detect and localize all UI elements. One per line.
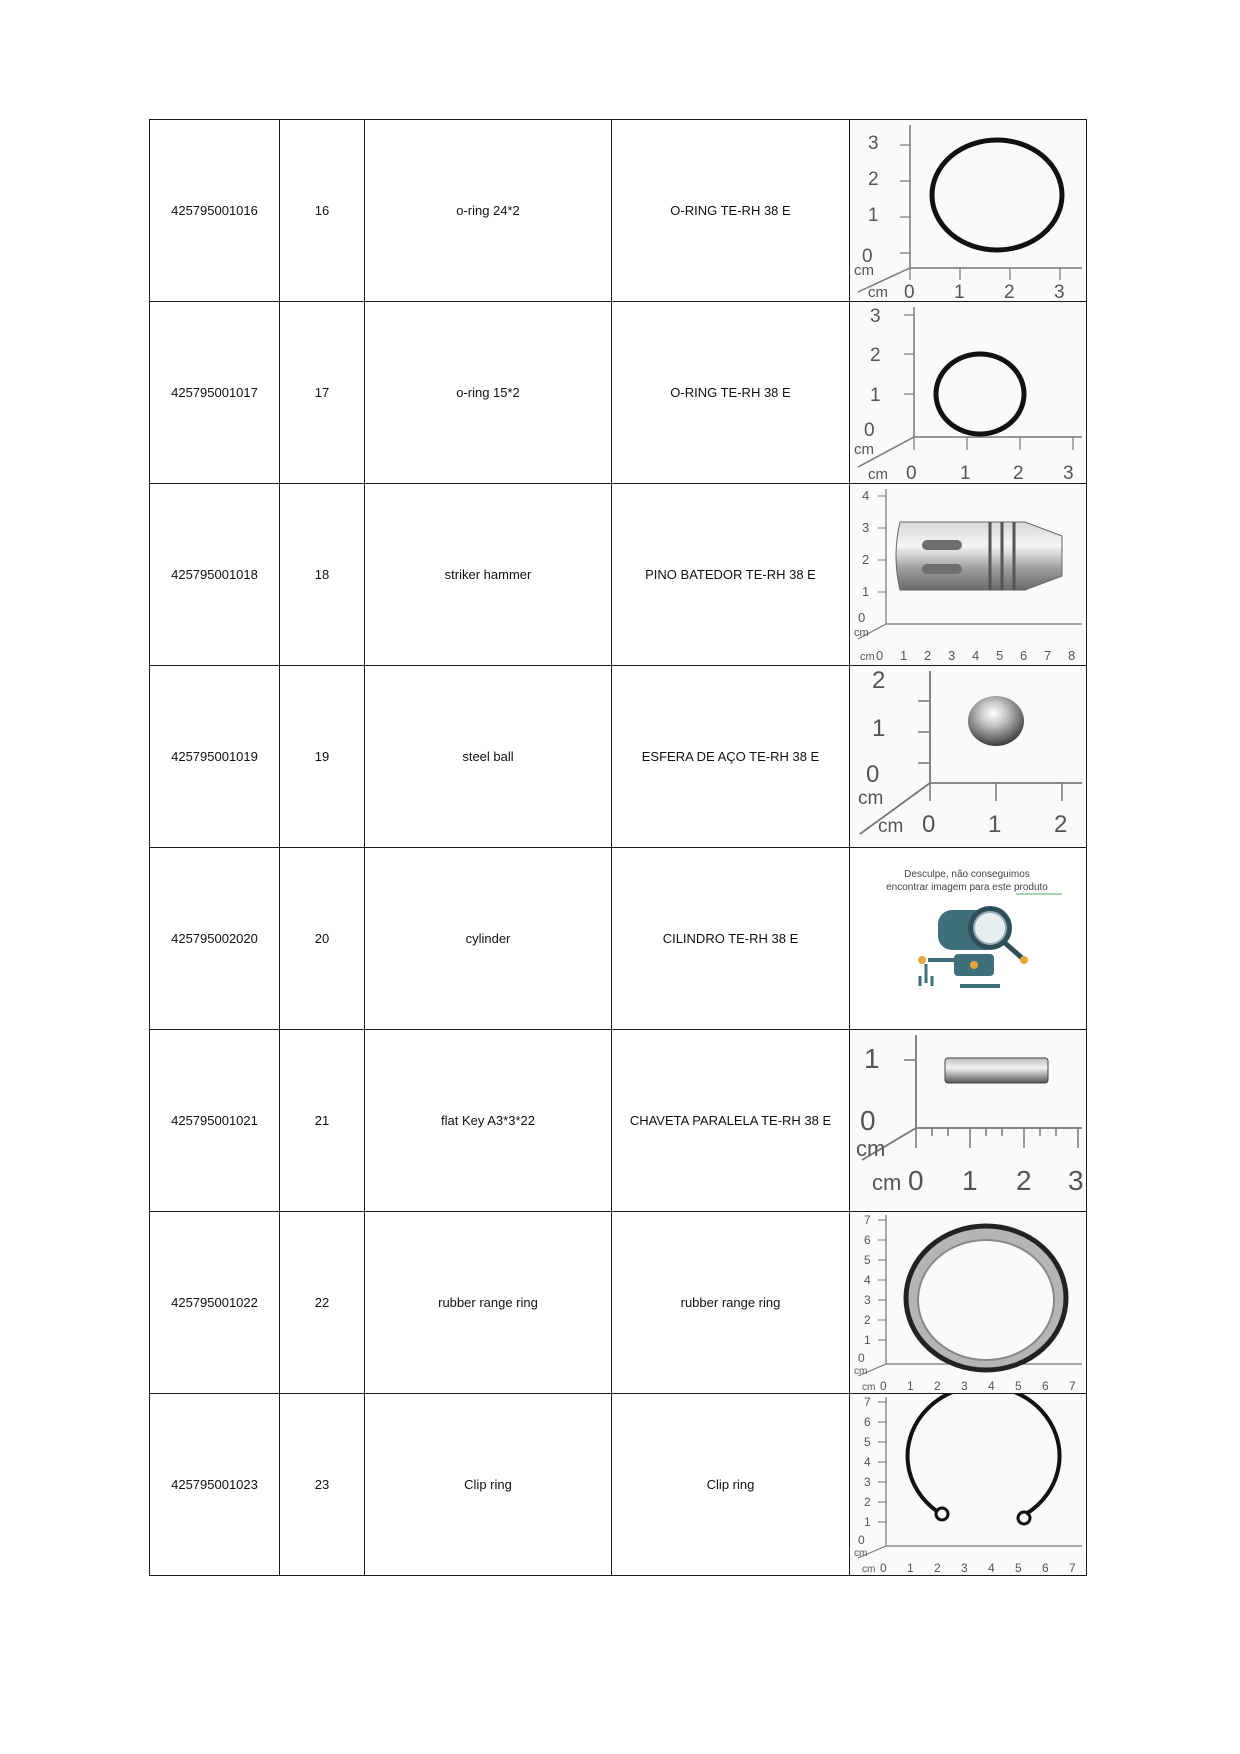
part-code: 425795001018 xyxy=(150,484,280,666)
svg-text:5: 5 xyxy=(996,648,1004,663)
position-number: 16 xyxy=(280,120,365,302)
svg-text:2: 2 xyxy=(1004,282,1015,301)
position-number: 21 xyxy=(280,1030,365,1212)
scale-unit-label: cm xyxy=(858,788,884,809)
svg-text:1: 1 xyxy=(900,648,908,663)
svg-text:5: 5 xyxy=(1015,1561,1022,1575)
description-en: flat Key A3*3*22 xyxy=(365,1030,612,1212)
svg-text:7: 7 xyxy=(864,1395,871,1409)
svg-text:4: 4 xyxy=(862,488,870,503)
no-image-placeholder xyxy=(850,848,1085,1029)
svg-text:3: 3 xyxy=(961,1379,968,1393)
svg-text:2: 2 xyxy=(872,667,886,694)
svg-text:2: 2 xyxy=(1016,1165,1032,1196)
svg-text:0: 0 xyxy=(904,282,915,301)
position-number: 18 xyxy=(280,484,365,666)
svg-text:4: 4 xyxy=(988,1561,995,1575)
svg-text:0: 0 xyxy=(858,1351,865,1365)
position-number: 17 xyxy=(280,302,365,484)
svg-text:5: 5 xyxy=(864,1253,871,1267)
svg-text:0: 0 xyxy=(858,1533,865,1547)
scale-unit-label: cm xyxy=(854,627,869,639)
table-row xyxy=(150,1394,1087,1576)
svg-text:0: 0 xyxy=(876,648,884,663)
svg-text:1: 1 xyxy=(864,1043,880,1074)
part-code: 425795001022 xyxy=(150,1212,280,1394)
part-photo-cell xyxy=(850,848,1087,1030)
description-en: Clip ring xyxy=(365,1394,612,1576)
table-row xyxy=(150,120,1087,302)
svg-text:3: 3 xyxy=(1068,1165,1084,1196)
scale-unit-label: cm xyxy=(860,651,875,663)
scale-unit-label: cm xyxy=(854,262,874,279)
scale-unit-label: cm xyxy=(872,1170,902,1195)
svg-text:1: 1 xyxy=(954,282,965,301)
description-pt: O-RING TE-RH 38 E xyxy=(612,302,850,484)
o-ring-large-photo xyxy=(850,120,1085,301)
svg-text:1: 1 xyxy=(907,1561,914,1575)
scale-unit-label: cm xyxy=(878,816,904,837)
part-code: 425795001016 xyxy=(150,120,280,302)
svg-text:3: 3 xyxy=(870,306,881,327)
svg-text:0: 0 xyxy=(908,1165,924,1196)
scale-unit-label: cm xyxy=(868,466,888,483)
svg-text:0: 0 xyxy=(860,1105,876,1136)
svg-text:7: 7 xyxy=(1069,1379,1076,1393)
svg-text:1: 1 xyxy=(960,463,971,483)
svg-text:3: 3 xyxy=(1054,282,1065,301)
svg-text:8: 8 xyxy=(1068,648,1076,663)
svg-text:3: 3 xyxy=(961,1561,968,1575)
description-pt: CILINDRO TE-RH 38 E xyxy=(612,848,850,1030)
part-photo-cell xyxy=(850,302,1087,484)
part-photo-cell xyxy=(850,1394,1087,1576)
svg-text:3: 3 xyxy=(862,520,870,535)
svg-text:7: 7 xyxy=(1069,1561,1076,1575)
svg-text:3: 3 xyxy=(864,1293,871,1307)
part-code: 425795002020 xyxy=(150,848,280,1030)
svg-text:2: 2 xyxy=(870,345,881,366)
part-code: 425795001023 xyxy=(150,1394,280,1576)
part-code: 425795001019 xyxy=(150,666,280,848)
position-number: 19 xyxy=(280,666,365,848)
svg-text:2: 2 xyxy=(1013,463,1024,483)
description-en: rubber range ring xyxy=(365,1212,612,1394)
part-photo-cell xyxy=(850,1030,1087,1212)
position-number: 20 xyxy=(280,848,365,1030)
part-photo-cell xyxy=(850,1212,1087,1394)
svg-text:1: 1 xyxy=(870,385,881,406)
svg-text:2: 2 xyxy=(864,1495,871,1509)
svg-text:2: 2 xyxy=(1054,811,1068,838)
svg-text:3: 3 xyxy=(868,133,879,154)
part-code: 425795001017 xyxy=(150,302,280,484)
description-pt: PINO BATEDOR TE-RH 38 E xyxy=(612,484,850,666)
svg-text:2: 2 xyxy=(868,169,879,190)
svg-text:0: 0 xyxy=(866,761,880,788)
scale-unit-label: cm xyxy=(856,1136,886,1161)
svg-text:0: 0 xyxy=(922,811,936,838)
svg-text:0: 0 xyxy=(880,1561,887,1575)
svg-text:1: 1 xyxy=(907,1379,914,1393)
o-ring-small-photo xyxy=(850,302,1085,483)
table-row xyxy=(150,484,1087,666)
parts-table xyxy=(149,119,1087,1576)
scale-unit-label: cm xyxy=(862,1564,876,1575)
svg-text:6: 6 xyxy=(864,1233,871,1247)
svg-text:2: 2 xyxy=(862,552,870,567)
svg-text:1: 1 xyxy=(872,715,886,742)
scale-unit-label: cm xyxy=(868,284,888,301)
scale-unit-label: cm xyxy=(854,1366,868,1377)
svg-text:4: 4 xyxy=(864,1273,871,1287)
svg-text:4: 4 xyxy=(988,1379,995,1393)
position-number: 22 xyxy=(280,1212,365,1394)
svg-text:0: 0 xyxy=(864,420,875,441)
description-pt: CHAVETA PARALELA TE-RH 38 E xyxy=(612,1030,850,1212)
description-en: cylinder xyxy=(365,848,612,1030)
svg-text:1: 1 xyxy=(864,1515,871,1529)
description-pt: Clip ring xyxy=(612,1394,850,1576)
svg-text:2: 2 xyxy=(934,1379,941,1393)
svg-text:1: 1 xyxy=(868,205,879,226)
svg-text:1: 1 xyxy=(864,1333,871,1347)
rubber-ring-photo xyxy=(850,1212,1085,1393)
description-en: steel ball xyxy=(365,666,612,848)
svg-text:0: 0 xyxy=(858,610,866,625)
svg-text:2: 2 xyxy=(934,1561,941,1575)
svg-text:4: 4 xyxy=(864,1455,871,1469)
scale-unit-label: cm xyxy=(854,441,874,458)
svg-text:3: 3 xyxy=(864,1475,871,1489)
placeholder-line-2: encontrar imagem para este produto xyxy=(886,882,1048,893)
svg-text:0: 0 xyxy=(862,246,873,267)
svg-text:3: 3 xyxy=(1063,463,1074,483)
svg-text:2: 2 xyxy=(924,648,932,663)
description-pt: rubber range ring xyxy=(612,1212,850,1394)
position-number: 23 xyxy=(280,1394,365,1576)
table-row xyxy=(150,1212,1087,1394)
svg-text:5: 5 xyxy=(864,1435,871,1449)
table-row xyxy=(150,302,1087,484)
flat-key-photo xyxy=(850,1030,1085,1211)
svg-text:1: 1 xyxy=(962,1165,978,1196)
placeholder-line-1: Desculpe, não conseguimos xyxy=(904,869,1030,880)
description-pt: O-RING TE-RH 38 E xyxy=(612,120,850,302)
svg-text:6: 6 xyxy=(1042,1561,1049,1575)
svg-text:2: 2 xyxy=(864,1313,871,1327)
svg-text:6: 6 xyxy=(1042,1379,1049,1393)
description-pt: ESFERA DE AÇO TE-RH 38 E xyxy=(612,666,850,848)
description-en: o-ring 15*2 xyxy=(365,302,612,484)
steel-ball-photo xyxy=(850,666,1085,847)
description-en: striker hammer xyxy=(365,484,612,666)
svg-text:6: 6 xyxy=(1020,648,1028,663)
svg-text:3: 3 xyxy=(948,648,956,663)
part-code: 425795001021 xyxy=(150,1030,280,1212)
description-en: o-ring 24*2 xyxy=(365,120,612,302)
table-row xyxy=(150,1030,1087,1212)
part-photo-cell xyxy=(850,484,1087,666)
svg-text:6: 6 xyxy=(864,1415,871,1429)
part-photo-cell xyxy=(850,666,1087,848)
svg-text:4: 4 xyxy=(972,648,980,663)
part-photo-cell xyxy=(850,120,1087,302)
svg-text:7: 7 xyxy=(864,1213,871,1227)
svg-text:1: 1 xyxy=(862,584,870,599)
table-row xyxy=(150,848,1087,1030)
table-row xyxy=(150,666,1087,848)
striker-pin-photo xyxy=(850,484,1085,665)
svg-text:7: 7 xyxy=(1044,648,1052,663)
svg-text:0: 0 xyxy=(880,1379,887,1393)
svg-text:0: 0 xyxy=(906,463,917,483)
scale-unit-label: cm xyxy=(854,1548,868,1559)
svg-text:5: 5 xyxy=(1015,1379,1022,1393)
svg-text:1: 1 xyxy=(988,811,1002,838)
clip-ring-photo xyxy=(850,1394,1085,1575)
scale-unit-label: cm xyxy=(862,1382,876,1393)
